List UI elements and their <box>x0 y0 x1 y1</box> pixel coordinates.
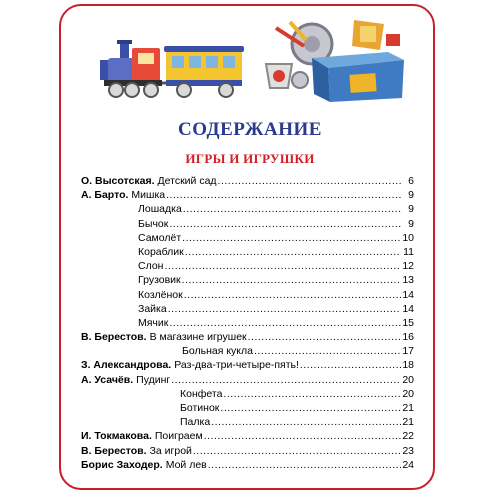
toc-leader-dots <box>193 445 401 457</box>
toc-entry[interactable] <box>81 203 414 217</box>
toc-entry[interactable] <box>81 260 414 274</box>
toc-title: В магазине игрушек <box>149 331 247 344</box>
toc-leader-dots <box>204 430 401 442</box>
toc-title: Раз-два-три-четыре-пять! <box>174 359 299 372</box>
toc-entry[interactable] <box>81 303 414 317</box>
toc-page-number: 14 <box>402 288 414 301</box>
toc-author: А. Барто. <box>81 189 129 202</box>
table-of-contents <box>81 175 414 473</box>
toc-leader-dots <box>183 203 401 215</box>
toc-title: Детский сад <box>157 175 217 187</box>
section-title: ИГРЫ И ИГРУШКИ <box>185 151 315 166</box>
toc-leader-dots <box>169 218 401 230</box>
toc-entry[interactable] <box>81 445 414 459</box>
toc-page-number: 21 <box>402 416 414 429</box>
toc-leader-dots <box>223 388 401 400</box>
toc-author: В. Берестов. <box>81 331 147 344</box>
toc-page-number: 23 <box>402 444 414 457</box>
toc-page-number: 21 <box>402 402 414 414</box>
toc-leader-dots <box>254 345 401 357</box>
toc-page-number: 14 <box>402 302 414 315</box>
toc-leader-dots <box>220 402 401 414</box>
toc-page-number: 24 <box>402 458 414 471</box>
toc-leader-dots <box>169 317 401 329</box>
toc-leader-dots <box>182 274 401 286</box>
toc-leader-dots <box>185 246 401 258</box>
toc-page-number: 12 <box>402 260 414 273</box>
toc-page-number: 22 <box>402 430 414 443</box>
toc-entry[interactable] <box>81 289 414 303</box>
toc-page-number: 20 <box>402 373 414 386</box>
toc-title: Кораблик <box>138 245 184 258</box>
toc-title: Козлёнок <box>138 288 183 301</box>
toc-title: Мой лев <box>165 458 207 471</box>
toc-leader-dots <box>248 331 401 343</box>
toc-entry[interactable] <box>81 175 414 189</box>
toc-title: Больная кукла <box>182 345 253 358</box>
toc-author: А. Усачёв. <box>81 373 134 386</box>
toc-title: Слон <box>138 260 164 273</box>
toc-entry[interactable] <box>81 359 414 373</box>
toc-entry[interactable] <box>81 317 414 331</box>
toc-entry[interactable] <box>81 331 414 345</box>
toc-page-number: 9 <box>408 217 414 230</box>
toc-entry[interactable] <box>81 374 414 388</box>
toc-page-number: 11 <box>403 245 414 258</box>
toc-leader-dots <box>164 260 401 272</box>
toc-author: И. Токмакова. <box>81 430 152 443</box>
toc-page-number: 18 <box>402 359 414 372</box>
toc-leader-dots <box>171 374 401 386</box>
toc-entry[interactable] <box>81 189 414 203</box>
page-title: СОДЕРЖАНИЕ <box>178 119 322 140</box>
toc-leader-dots <box>166 189 401 201</box>
toc-leader-dots <box>211 416 401 428</box>
toc-leader-dots <box>218 175 401 187</box>
toc-title: Пудинг <box>136 373 171 386</box>
toc-entry[interactable] <box>81 402 414 416</box>
toc-page-number: 10 <box>402 231 414 244</box>
toc-entry[interactable] <box>81 416 414 430</box>
toc-page-number: 13 <box>402 274 414 287</box>
toc-leader-dots <box>184 289 401 301</box>
toc-entry[interactable] <box>81 345 414 359</box>
toc-title: Грузовик <box>138 274 181 287</box>
toc-author: О. Высотская. <box>81 175 155 187</box>
toc-title: За игрой <box>149 444 192 457</box>
toc-page-number: 17 <box>402 345 414 358</box>
toy-box-icon <box>256 16 412 102</box>
toc-leader-dots <box>300 359 401 371</box>
toc-entry[interactable] <box>81 274 414 288</box>
toc-author: З. Александрова. <box>81 359 172 372</box>
toc-page-number: 9 <box>408 203 414 216</box>
toc-title: Ботинок <box>180 402 220 414</box>
toc-title: Бычок <box>138 217 169 230</box>
toc-title: Поиграем <box>154 430 203 443</box>
toc-leader-dots <box>168 303 401 315</box>
toc-title: Мишка <box>131 189 166 202</box>
toc-title: Лошадка <box>138 203 182 216</box>
toc-entry[interactable] <box>81 232 414 246</box>
toc-entry[interactable] <box>81 459 414 473</box>
toy-train-icon <box>96 38 256 104</box>
toc-entry[interactable] <box>81 430 414 444</box>
toc-page-number: 16 <box>402 331 414 344</box>
toc-page-number: 6 <box>408 175 414 187</box>
toc-leader-dots <box>182 232 401 244</box>
toc-title: Зайка <box>138 302 167 315</box>
toc-author: В. Берестов. <box>81 444 147 457</box>
toc-author: Борис Заходер. <box>81 458 163 471</box>
toc-entry[interactable] <box>81 246 414 260</box>
toc-title: Самолёт <box>138 231 182 244</box>
toc-page-number: 20 <box>402 387 414 400</box>
toc-leader-dots <box>208 459 401 471</box>
toc-title: Мячик <box>138 316 169 329</box>
toc-title: Конфета <box>180 387 223 400</box>
toc-entry[interactable] <box>81 388 414 402</box>
toc-title: Палка <box>180 416 211 429</box>
toc-page-number: 15 <box>402 316 414 329</box>
toc-entry[interactable] <box>81 218 414 232</box>
toc-page-number: 9 <box>408 189 414 202</box>
